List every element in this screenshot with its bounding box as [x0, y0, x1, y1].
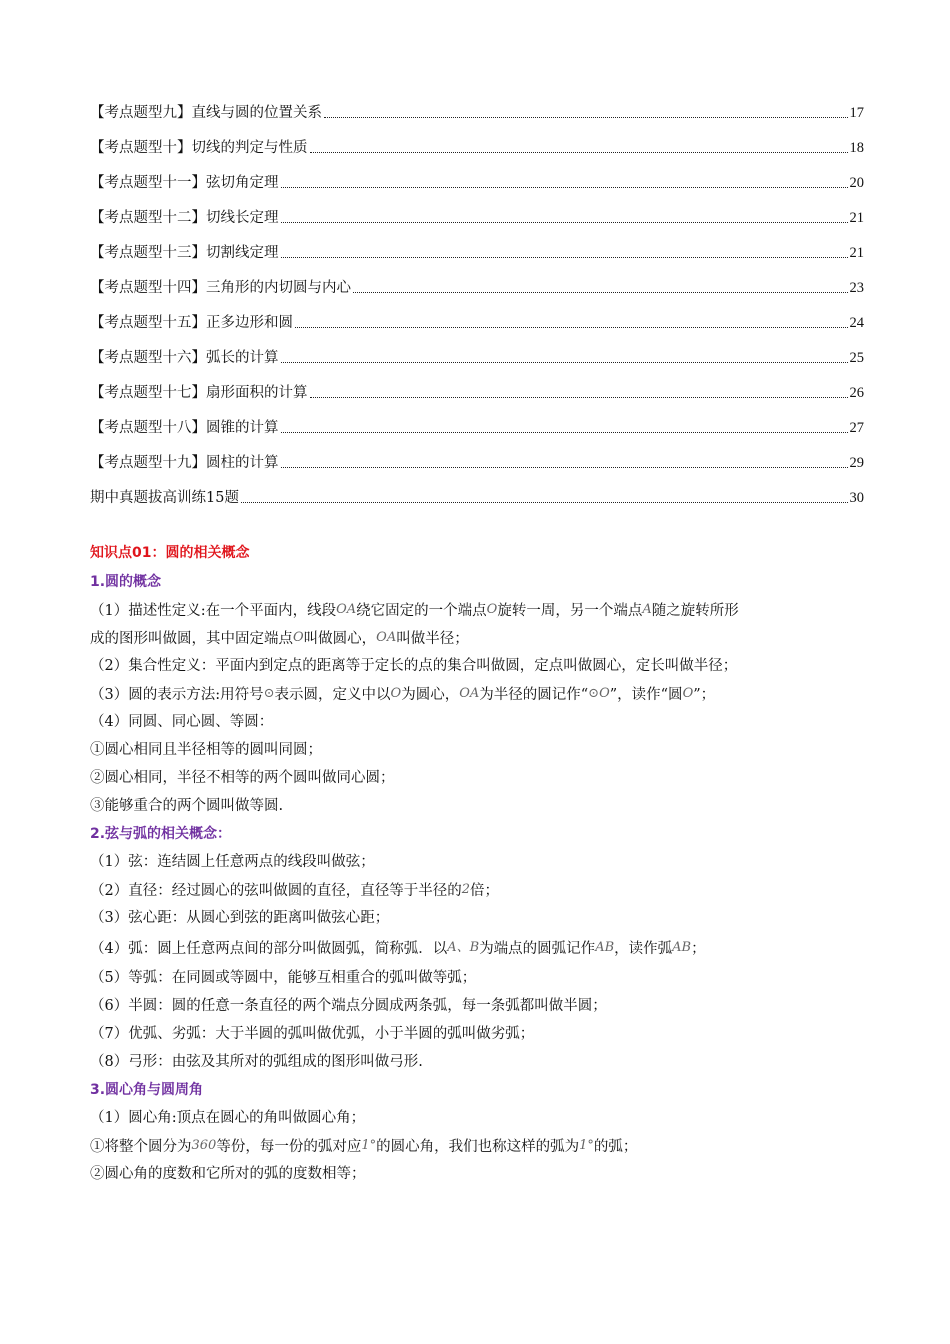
toc-entry-page: 27	[849, 420, 864, 436]
math-OA: OA	[336, 602, 357, 617]
toc-entry[interactable]	[90, 88, 864, 123]
math-1-degree: 1°	[579, 1138, 594, 1153]
toc-dot-leader	[281, 221, 848, 223]
toc-entry-page: 23	[849, 280, 864, 296]
toc-entry-title: 【考点题型十四】三角形的内切圆与内心	[90, 280, 351, 296]
math-OA: OA	[376, 630, 397, 645]
toc-dot-leader	[310, 151, 848, 153]
toc-entry[interactable]	[90, 368, 864, 403]
toc-entry[interactable]	[90, 123, 864, 158]
math-O: O	[682, 686, 694, 701]
paragraph-line: （7）优弧、劣弧：大于半圆的弧叫做优弧，小于半圆的弧叫做劣弧；	[90, 1026, 535, 1042]
math-O: O	[390, 686, 402, 701]
toc-entry-page: 26	[849, 385, 864, 401]
toc-entry[interactable]	[90, 193, 864, 228]
toc-entry-title: 【考点题型十二】切线长定理	[90, 210, 279, 226]
paragraph-line: 成的图形叫做圆，其中固定端点O叫做圆心，OA叫做半径；	[90, 630, 469, 647]
paragraph-line: （2）直径：经过圆心的弦叫做圆的直径，直径等于半径的2倍；	[90, 882, 500, 899]
toc-entry-page: 21	[849, 210, 864, 226]
math-circle-symbol: ⊙	[263, 686, 275, 701]
toc-entry[interactable]	[90, 158, 864, 193]
math-A: A	[642, 602, 652, 617]
toc-entry[interactable]	[90, 473, 864, 508]
paragraph-line: ③能够重合的两个圆叫做等圆.	[90, 798, 284, 814]
toc-entry-title: 【考点题型十五】正多边形和圆	[90, 315, 293, 331]
math-2: 2	[461, 882, 471, 897]
paragraph-line: （3）弦心距：从圆心到弦的距离叫做弦心距；	[90, 910, 390, 926]
toc-entry[interactable]	[90, 298, 864, 333]
toc-dot-leader	[324, 116, 848, 118]
toc-entry-title: 【考点题型九】直线与圆的位置关系	[90, 105, 322, 121]
toc-entry-page: 21	[849, 245, 864, 261]
toc-entry[interactable]	[90, 438, 864, 473]
toc-entry-page: 20	[849, 175, 864, 191]
paragraph-line: （1）描述性定义:在一个平面内，线段OA绕它固定的一个端点O旋转一周，另一个端点A随之旋转所形	[90, 602, 739, 619]
section-title-angles: 3.圆心角与圆周角	[90, 1082, 204, 1098]
toc-entry[interactable]	[90, 333, 864, 368]
toc-entry-page: 29	[849, 455, 864, 471]
math-arc-AB: AB	[595, 940, 615, 955]
toc-entry-page: 30	[849, 490, 864, 506]
toc-dot-leader	[281, 256, 848, 258]
knowledge-point-title: 知识点01：圆的相关概念	[90, 545, 250, 561]
toc-dot-leader	[281, 361, 848, 363]
toc-entry[interactable]	[90, 263, 864, 298]
toc-entry-title: 【考点题型十三】切割线定理	[90, 245, 279, 261]
toc-dot-leader	[281, 186, 848, 188]
math-1-degree: 1°	[361, 1138, 377, 1153]
toc-dot-leader	[310, 396, 848, 398]
math-AB: AB	[672, 940, 692, 955]
toc-entry[interactable]	[90, 228, 864, 263]
paragraph-line: （4）同圆、同心圆、等圆：	[90, 714, 274, 730]
toc-dot-leader	[353, 291, 848, 293]
paragraph-line: ②圆心角的度数和它所对的弧的度数相等；	[90, 1166, 366, 1182]
knowledge-section	[90, 538, 870, 1188]
toc-entry-page: 17	[849, 105, 864, 121]
paragraph-line: （8）弓形：由弦及其所对的弧组成的图形叫做弓形.	[90, 1054, 423, 1070]
table-of-contents	[90, 88, 864, 508]
toc-entry-title: 【考点题型十六】弧长的计算	[90, 350, 279, 366]
toc-dot-leader	[281, 466, 848, 468]
toc-entry[interactable]	[90, 403, 864, 438]
paragraph-line: （2）集合性定义：平面内到定点的距离等于定长的点的集合叫做圆，定点叫做圆心，定长叫做半径；	[90, 658, 738, 674]
toc-entry-title: 【考点题型十九】圆柱的计算	[90, 455, 279, 471]
toc-entry-page: 18	[849, 140, 864, 156]
toc-dot-leader	[295, 326, 848, 328]
toc-dot-leader	[241, 501, 848, 503]
toc-entry-title: 期中真题拔高训练15题	[90, 490, 239, 506]
paragraph-line: ①将整个圆分为360等份，每一份的弧对应1°的圆心角，我们也称这样的弧为1°的弧；	[90, 1138, 638, 1155]
toc-entry-title: 【考点题型十一】弦切角定理	[90, 175, 279, 191]
paragraph-line: （4）弧：圆上任意两点间的部分叫做圆弧，简称弧．以A、B为端点的圆弧记作AB，读作弧AB；	[90, 940, 706, 957]
toc-entry-page: 25	[849, 350, 864, 366]
paragraph-line: ①圆心相同且半径相等的圆叫同圆；	[90, 742, 322, 758]
math-360: 360	[191, 1138, 217, 1153]
toc-entry-title: 【考点题型十八】圆锥的计算	[90, 420, 279, 436]
paragraph-line: ②圆心相同，半径不相等的两个圆叫做同心圆；	[90, 770, 395, 786]
paragraph-line: （1）弦：连结圆上任意两点的线段叫做弦；	[90, 854, 375, 870]
math-O: O	[293, 630, 304, 645]
section-title-circle-concept: 1.圆的概念	[90, 574, 162, 590]
paragraph-line: （3）圆的表示方法:用符号⊙表示圆，定义中以O为圆心，OA为半径的圆记作“⊙O”，读作“圆O”；	[90, 686, 716, 703]
paragraph-line: （1）圆心角:顶点在圆心的角叫做圆心角；	[90, 1110, 366, 1126]
math-A-B: A、B	[447, 940, 480, 955]
section-title-chord-arc: 2.弦与弧的相关概念：	[90, 826, 232, 842]
paragraph-line: （6）半圆：圆的任意一条直径的两个端点分圆成两条弧，每一条弧都叫做半圆；	[90, 998, 607, 1014]
math-circle-O: ⊙O	[588, 686, 610, 701]
math-OA: OA	[459, 686, 480, 701]
toc-entry-title: 【考点题型十】切线的判定与性质	[90, 140, 308, 156]
toc-entry-page: 24	[849, 315, 864, 331]
paragraph-line: （5）等弧：在同圆或等圆中，能够互相重合的弧叫做等弧；	[90, 970, 477, 986]
math-O: O	[486, 602, 498, 617]
toc-entry-title: 【考点题型十七】扇形面积的计算	[90, 385, 308, 401]
toc-dot-leader	[281, 431, 848, 433]
